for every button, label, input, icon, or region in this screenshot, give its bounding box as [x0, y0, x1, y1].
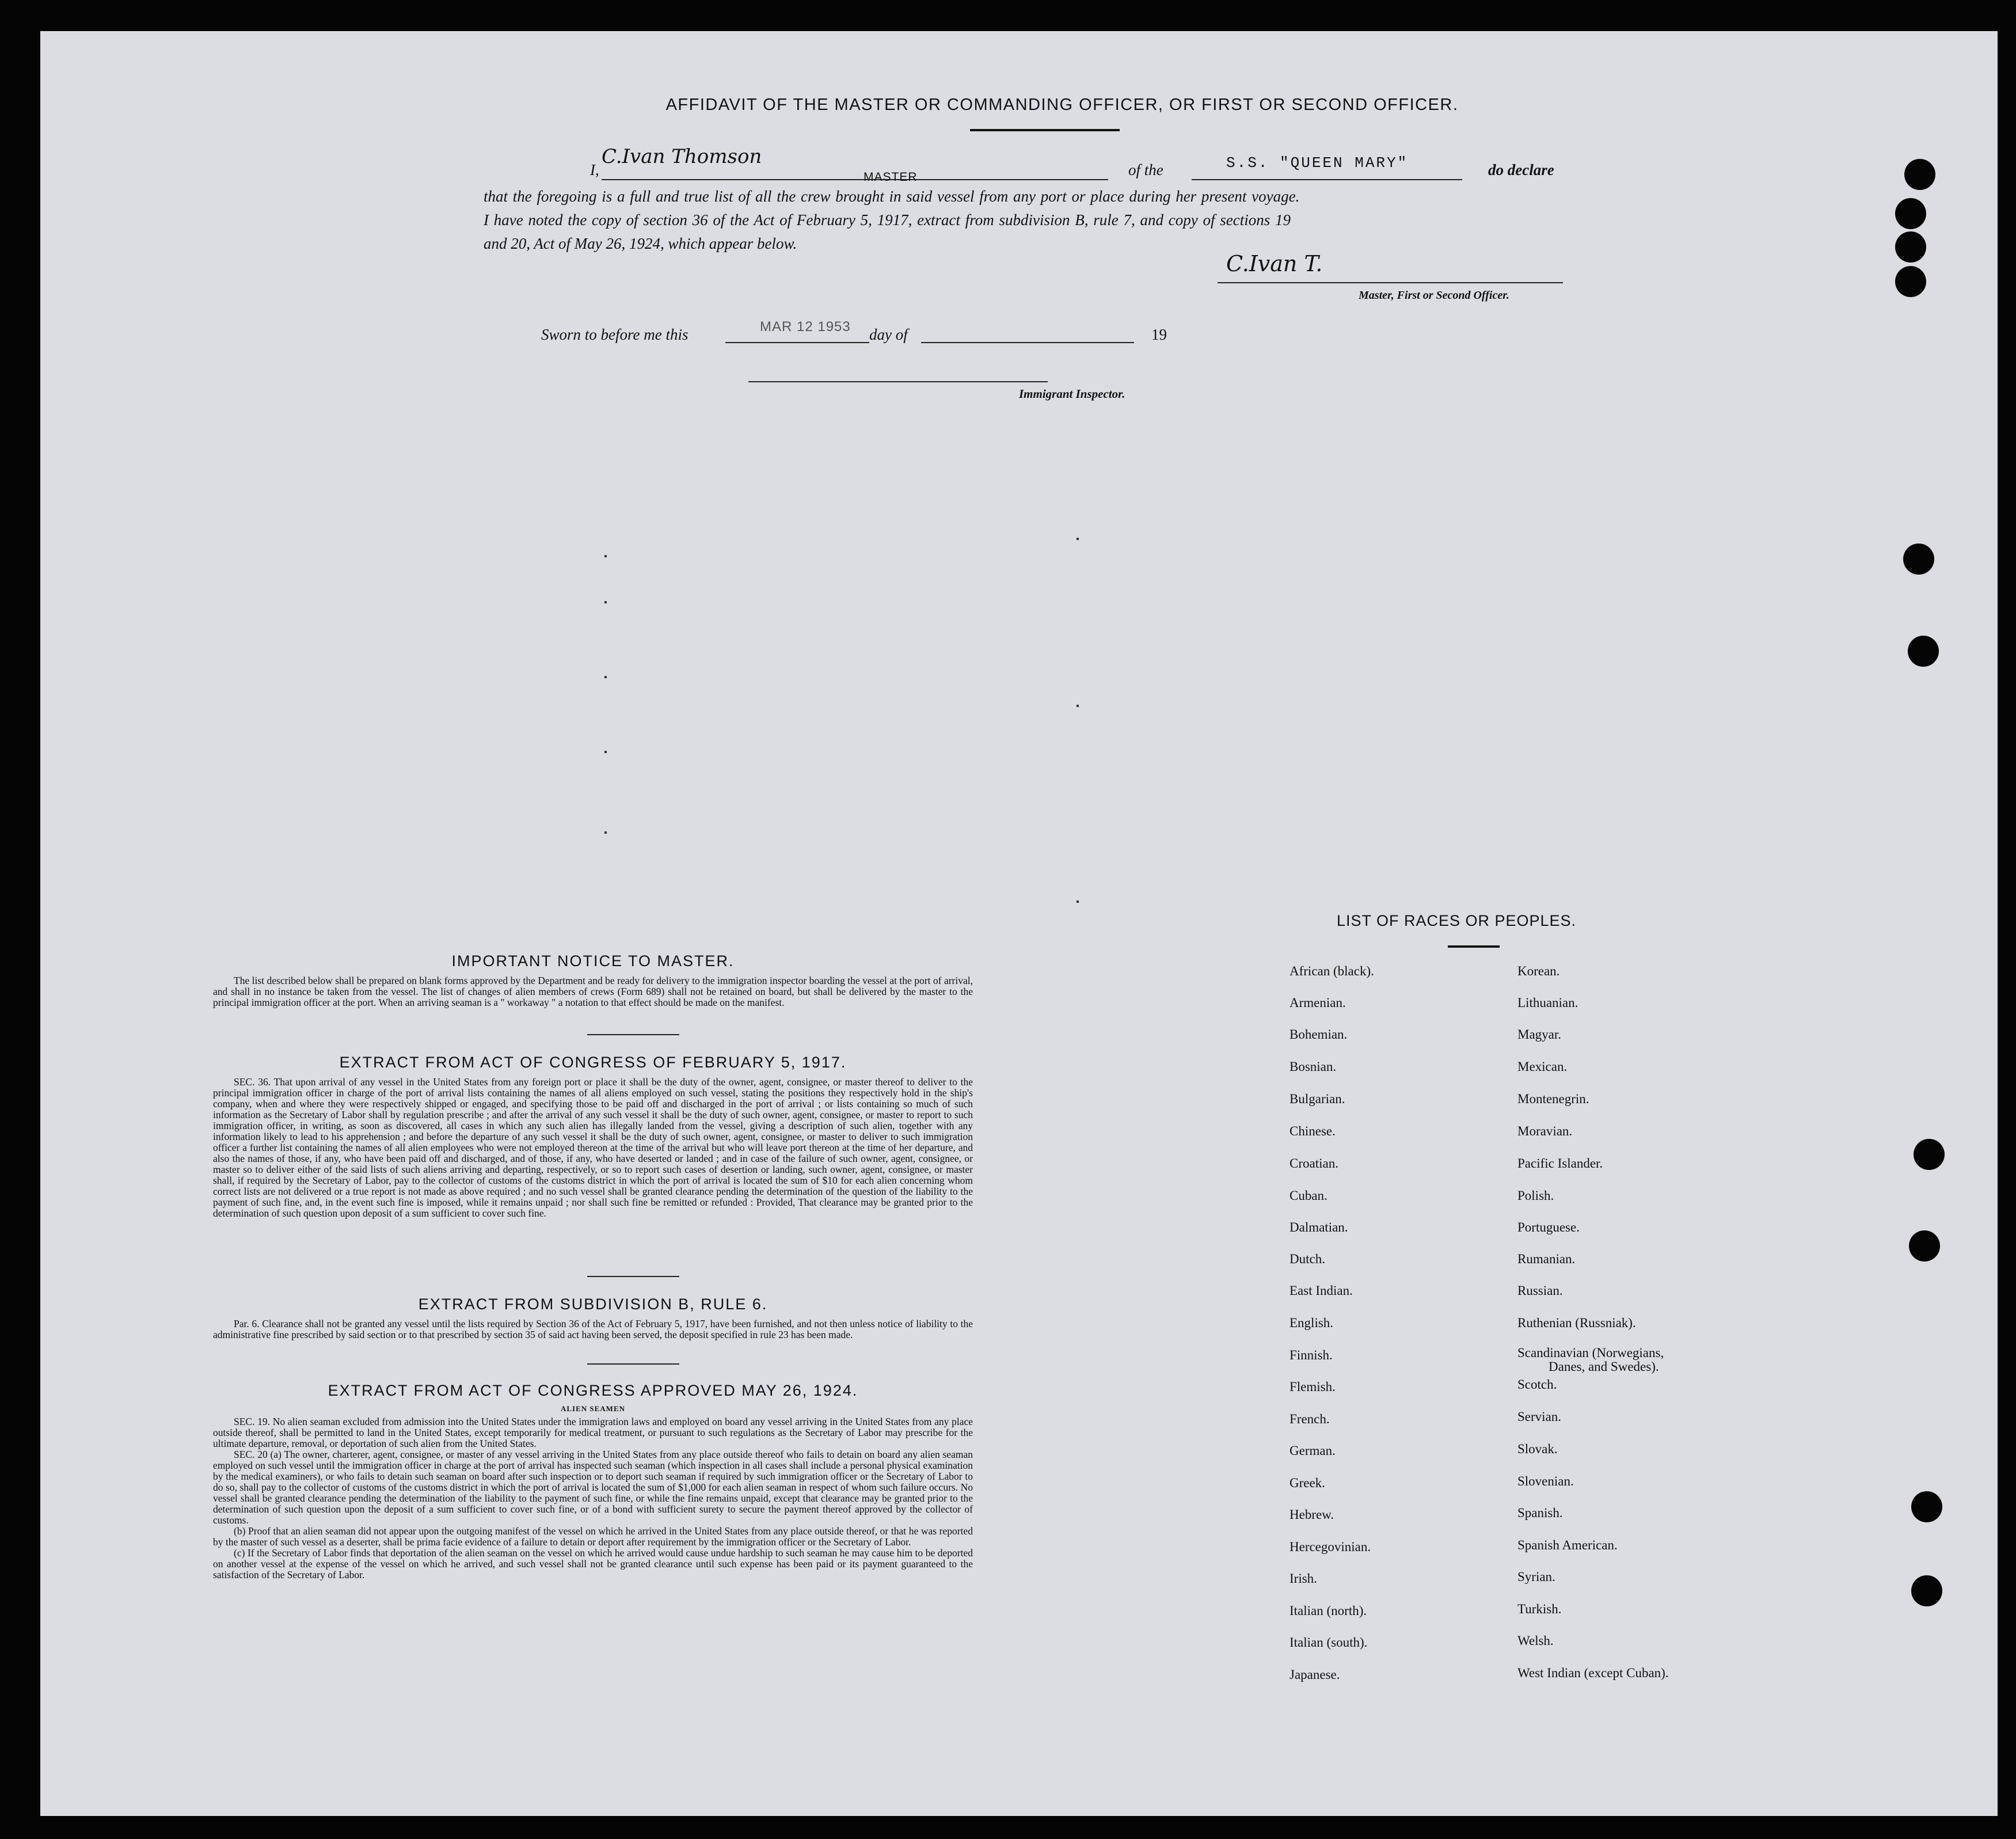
- inspector-caption: Immigrant Inspector.: [1019, 387, 1125, 401]
- day-of-label: day of: [869, 326, 908, 343]
- race-item: Bohemian.: [1290, 1027, 1348, 1042]
- race-item: Bosnian.: [1290, 1059, 1337, 1074]
- punch-hole: [1903, 544, 1934, 575]
- stray-mark: [1077, 705, 1079, 707]
- punch-hole: [1895, 198, 1926, 229]
- race-item: Ruthenian (Russniak).: [1517, 1316, 1636, 1330]
- extract-1924-subtitle: ALIEN SEAMEN: [560, 1404, 626, 1413]
- race-item: Russian.: [1517, 1283, 1563, 1298]
- race-item: Scandinavian (Norwegians,: [1517, 1346, 1664, 1360]
- race-item: East Indian.: [1290, 1283, 1353, 1298]
- punch-hole: [1904, 159, 1935, 190]
- race-item: Lithuanian.: [1517, 996, 1578, 1010]
- race-item: Dutch.: [1290, 1252, 1325, 1266]
- race-item: Portuguese.: [1517, 1220, 1580, 1234]
- races-title: LIST OF RACES OR PEOPLES.: [1336, 912, 1577, 929]
- stray-mark: [604, 555, 607, 557]
- stray-mark: [604, 831, 607, 834]
- race-item: Magyar.: [1517, 1027, 1562, 1042]
- stray-mark: [604, 751, 607, 753]
- race-item: Armenian.: [1290, 996, 1346, 1010]
- notice-separator: [587, 1034, 679, 1035]
- race-item: Hercegovinian.: [1290, 1540, 1371, 1554]
- race-item: Polish.: [1517, 1188, 1554, 1203]
- month-line: [921, 342, 1134, 343]
- officer-caption: Master, First or Second Officer.: [1359, 289, 1509, 302]
- race-item: Rumanian.: [1517, 1252, 1576, 1266]
- punch-hole: [1914, 1139, 1945, 1170]
- year-prefix: 19: [1151, 326, 1167, 343]
- race-item: Irish.: [1290, 1571, 1317, 1586]
- race-item: Slovenian.: [1517, 1474, 1574, 1488]
- stray-mark: [1077, 900, 1079, 903]
- sworn-stamp: MAR 12 1953: [760, 319, 851, 335]
- race-item: Danes, and Swedes).: [1549, 1359, 1659, 1374]
- race-item: German.: [1290, 1443, 1336, 1458]
- notice-body: [213, 975, 973, 1008]
- punch-hole: [1895, 266, 1926, 297]
- race-item: Pacific Islander.: [1517, 1156, 1603, 1171]
- punch-hole: [1911, 1491, 1942, 1522]
- punch-hole: [1911, 1575, 1942, 1606]
- punch-hole: [1908, 636, 1939, 667]
- declaration-line-4: and 20, Act of May 26, 1924, which appear below.: [484, 235, 797, 252]
- master-signature-line: [602, 179, 1108, 180]
- extract-1924-sec-20b: (b) Proof that an alien seaman did not appear upon the outgoing manifest of the vessel on which he arrived in the United States from any place outside thereof, or that he was reported by the master of such vessel as a deserter, shall be prima facie evidence of a failure to detain or deport after requirement by the immigration officer or the Secretary of Labor.: [213, 1525, 973, 1548]
- officer-signature: C.Ivan T.: [1226, 251, 1323, 276]
- stray-mark: [1077, 538, 1079, 540]
- master-signature: C.Ivan Thomson: [602, 145, 762, 168]
- race-item: Turkish.: [1517, 1602, 1562, 1616]
- punch-hole: [1895, 231, 1926, 263]
- sworn-date-line: [725, 342, 869, 343]
- race-item: Servian.: [1517, 1409, 1562, 1424]
- race-item: Greek.: [1290, 1476, 1325, 1490]
- race-item: Korean.: [1517, 964, 1560, 978]
- race-item: Slovak.: [1517, 1442, 1558, 1456]
- extract-1924-sec-20a: SEC. 20 (a) The owner, charterer, agent, consignee, or master of any vessel arriving in the United States from any place outside thereof who fails to detain on board any alien seaman employed on such vessel until the immigration officer in charge at the port of arrival has inspected such seaman (which inspection in all cases shall include a personal physical examination by the medical examiners), or who fails to detain such seaman on board after such inspection or to deport such seaman if required by such immigration officer or the Secretary of Labor to do so, shall pay to the collector of customs of the customs district in which the port of arrival is located the sum of $1,000 for each alien seaman in respect of whom such failure occurs. No vessel shall be granted clearance pending the determination of the liability to the payment of such fine, or while the fine remains unpaid, except that clearance may be granted prior to the determination of such question upon the deposit of a sum sufficient to cover such fine, or of a bond with sufficient surety to secure the payment thereof approved by the collector of customs.: [213, 1449, 973, 1526]
- master-caption: MASTER: [864, 170, 918, 184]
- race-item: Welsh.: [1517, 1633, 1554, 1648]
- race-item: Hebrew.: [1290, 1507, 1334, 1522]
- race-item: Italian (north).: [1290, 1604, 1367, 1618]
- race-item: Flemish.: [1290, 1380, 1336, 1394]
- rule-6-body: [213, 1319, 973, 1340]
- notice-paragraph: The list described below shall be prepared on blank forms approved by the Department and be ready for delivery to the immigration inspector boarding the vessel at the port of arrival, and shall in no instance be taken from the vessel. The list of changes of alien members of crews (Form 689) shall not be retained on board, but shall be delivered by the master to the principal immigration officer at the port. When an arriving seaman is a " workaway " a notation to that effect should be made on the manifest.: [213, 975, 973, 1008]
- race-item: Montenegrin.: [1517, 1092, 1589, 1106]
- extract-1917-body: [213, 1077, 973, 1219]
- vessel-name: S.S. "QUEEN MARY": [1226, 154, 1409, 172]
- race-item: Italian (south).: [1290, 1635, 1368, 1650]
- race-item: Scotch.: [1517, 1377, 1557, 1392]
- race-item: Spanish.: [1517, 1506, 1563, 1520]
- race-item: West Indian (except Cuban).: [1517, 1666, 1669, 1680]
- declaration-line-3: I have noted the copy of section 36 of the Act of February 5, 1917, extract from subdivision B, rule 7, and copy of sections 19: [484, 211, 1291, 229]
- do-declare-label: do declare: [1488, 161, 1554, 178]
- sworn-label: Sworn to before me this: [541, 326, 689, 343]
- title-underline: [970, 129, 1120, 131]
- extract-1917-title: EXTRACT FROM ACT OF CONGRESS OF FEBRUARY 5, 1917.: [339, 1054, 847, 1071]
- race-item: Syrian.: [1517, 1570, 1555, 1584]
- race-item: Spanish American.: [1517, 1538, 1618, 1552]
- declaration-line-2: that the foregoing is a full and true list of all the crew brought in said vessel from any port or place during her present voyage.: [484, 188, 1300, 205]
- officer-signature-line: [1218, 282, 1563, 283]
- race-item: Dalmatian.: [1290, 1220, 1348, 1234]
- extract-1917-paragraph: SEC. 36. That upon arrival of any vessel in the United States from any foreign port or place it shall be the duty of the owner, agent, consignee, or master thereof to deliver to the principal immigration officer in charge of the port of arrival lists containing the names of all aliens employed on such vessel, stating the positions they respectively hold in the ship's company, when and where they were respectively shipped or engaged, and specifying those to be paid off and discharged in the port of arrival ; or lists containing so much of such information as the Secretary of Labor shall by regulation prescribe ; and after the arrival of any such vessel it shall be the duty of such owner, agent, consignee, or master to report to such immigration officer, in writing, as soon as discovered, all cases in which any such alien has illegally landed from the vessel, giving a description of such alien, together with any information likely to lead to his apprehension ; and before the departure of any such vessel it shall be the duty of such owner, agent, consignee, or master to deliver to such immigration officer a further list containing the names of all alien employees who were not employed thereon at the time of the arrival but who will leave port thereon at the time of her departure, and also the names of those, if any, who have been paid off and discharged, and of those, if any, who have deserted or landed ; and in case of the failure of such owner, agent, consignee, or master so to deliver either of the said lists of such aliens arriving and departing, respectively, or so to report such cases of desertion or landing, such owner, agent, consignee, or master shall, if required by the Secretary of Labor, pay to the collector of customs of the customs district in which the port of arrival is located the sum of $10 for each alien concerning whom correct lists are not delivered or a true report is not made as above required ; and no such vessel shall be granted clearance pending the determination of the question of the liability to the payment of such fine, and, in the event such fine is imposed, while it remains unpaid ; nor shall such fine be remitted or refunded : Provided, That clearance may be granted prior to the determination of such question upon deposit of a sum sufficient to cover such fine.: [213, 1076, 973, 1219]
- stray-mark: [604, 601, 607, 603]
- race-item: African (black).: [1290, 964, 1374, 978]
- race-item: Chinese.: [1290, 1124, 1336, 1138]
- stray-mark: [604, 676, 607, 678]
- affidavit-title: AFFIDAVIT OF THE MASTER OR COMMANDING OFFICER, OR FIRST OR SECOND OFFICER.: [665, 96, 1459, 114]
- rule-6-paragraph: Par. 6. Clearance shall not be granted any vessel until the lists required by Section 36 of the Act of February 5, 1917, have been furnished, and not then unless notice of liability to the administrative fine prescribed by said section or to that prescribed by section 35 of said act having been served, the deposit specified in rule 23 has been made.: [213, 1318, 973, 1340]
- rule-6-title: EXTRACT FROM SUBDIVISION B, RULE 6.: [418, 1295, 768, 1313]
- of-the-label: of the: [1128, 161, 1163, 178]
- rule-6-separator: [587, 1363, 679, 1365]
- races-title-underline: [1448, 945, 1500, 948]
- race-item: Bulgarian.: [1290, 1092, 1345, 1106]
- punch-hole: [1909, 1230, 1940, 1262]
- document-page: [40, 31, 1998, 1816]
- vessel-name-line: [1192, 179, 1462, 180]
- race-item: Mexican.: [1517, 1059, 1568, 1074]
- i-label: I,: [590, 161, 599, 178]
- extract-1924-title: EXTRACT FROM ACT OF CONGRESS APPROVED MAY 26, 1924.: [328, 1382, 858, 1399]
- extract-1924-sec-19: SEC. 19. No alien seaman excluded from admission into the United States under the immigration laws and employed on board any vessel arriving in the United States from any place outside thereof, shall be permitted to land in the United States, except temporarily for medical treatment, or pursuant to such regulations as the Secretary of Labor may prescribe for the ultimate departure, removal, or deportation of such alien from the United States.: [213, 1416, 973, 1449]
- race-item: Japanese.: [1290, 1667, 1340, 1682]
- inspector-signature-line: [748, 381, 1048, 382]
- race-item: English.: [1290, 1316, 1334, 1330]
- notice-title: IMPORTANT NOTICE TO MASTER.: [451, 952, 735, 970]
- extract-1924-body: [213, 1416, 973, 1580]
- race-item: Moravian.: [1517, 1124, 1573, 1138]
- race-item: Cuban.: [1290, 1188, 1327, 1203]
- race-item: Finnish.: [1290, 1348, 1333, 1362]
- race-item: French.: [1290, 1412, 1330, 1426]
- extract-1917-separator: [587, 1276, 679, 1277]
- extract-1924-sec-20c: (c) If the Secretary of Labor finds that deportation of the alien seaman on the vessel on which he arrived would cause undue hardship to such seaman he may cause him to be deported on another vessel at the expense of the vessel on which he arrived, and such vessel shall not be granted clearance until such expense has been paid or its payment guaranteed to the satisfaction of the Secretary of Labor.: [213, 1547, 973, 1580]
- race-item: Croatian.: [1290, 1156, 1338, 1171]
